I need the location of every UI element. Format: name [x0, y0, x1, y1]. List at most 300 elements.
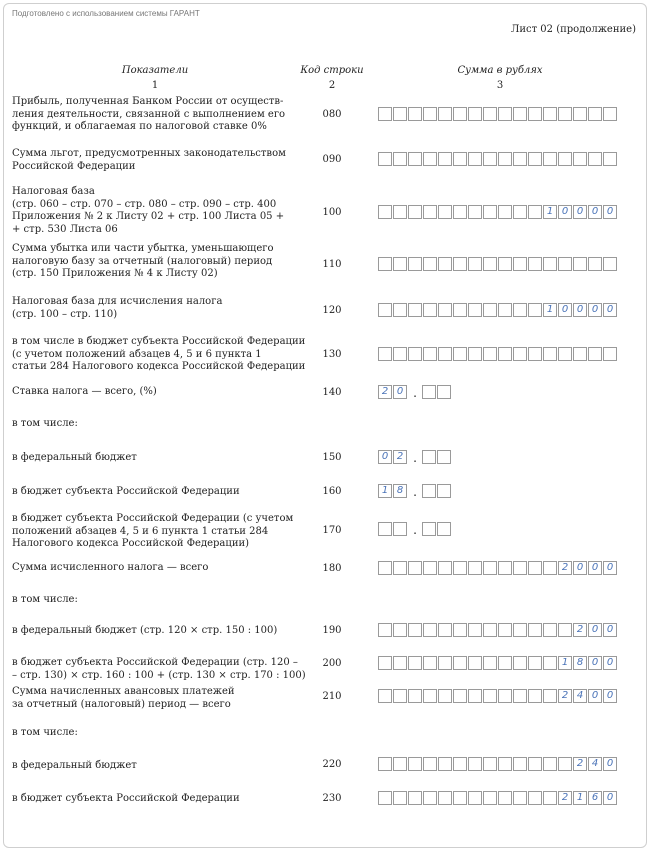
digit-cell[interactable]: [468, 205, 482, 219]
row-label: [12, 657, 307, 682]
amount-field[interactable]: [378, 656, 618, 670]
row-code: 210: [322, 691, 342, 702]
row-label: [12, 686, 307, 711]
digit-cell[interactable]: [468, 757, 482, 771]
digit-cell[interactable]: 2: [378, 385, 392, 399]
digit-cell[interactable]: [378, 107, 392, 121]
row-label-line: за отчетный (налоговый) период — всего: [12, 698, 231, 710]
digit-cell[interactable]: [498, 257, 512, 271]
row-code: 150: [322, 452, 342, 463]
digit-cell[interactable]: 0: [573, 205, 587, 219]
digit-cell[interactable]: [588, 152, 602, 166]
row-code: 080: [322, 109, 342, 120]
digit-cell[interactable]: [558, 623, 572, 637]
amount-field[interactable]: [378, 757, 618, 771]
digit-cell[interactable]: [408, 152, 422, 166]
row-label-line: Сумма льгот, предусмотренных законодательством: [12, 148, 286, 159]
digit-cell[interactable]: [528, 656, 542, 670]
digit-cell[interactable]: [498, 757, 512, 771]
digit-cell[interactable]: 1: [543, 303, 557, 317]
digit-cell[interactable]: [543, 561, 557, 575]
digit-cell[interactable]: [408, 347, 422, 361]
digit-cell[interactable]: [603, 347, 617, 361]
digit-cell[interactable]: [498, 205, 512, 219]
digit-cell[interactable]: [453, 561, 467, 575]
digit-cell[interactable]: [483, 347, 497, 361]
row-label-line: ления деятельности, связанной с выполнением его: [12, 108, 286, 120]
digit-cell[interactable]: [513, 689, 527, 703]
digit-cell[interactable]: [393, 656, 407, 670]
digit-cell[interactable]: [498, 689, 512, 703]
digit-cell[interactable]: 2: [393, 450, 407, 464]
digit-cell[interactable]: [543, 257, 557, 271]
column-number-1: 1: [151, 80, 159, 91]
digit-cell[interactable]: [423, 257, 437, 271]
amount-field[interactable]: [378, 152, 618, 166]
digit-cell[interactable]: [468, 152, 482, 166]
digit-cell[interactable]: [528, 107, 542, 121]
digit-cell[interactable]: [378, 623, 392, 637]
row-code: 120: [322, 305, 342, 316]
row-label-line: (с учетом положений абзацев 4, 5 и 6 пункта 1: [12, 348, 262, 360]
digit-cell[interactable]: [603, 257, 617, 271]
digit-cell[interactable]: [513, 623, 527, 637]
row-label-line: в том числе:: [12, 594, 78, 605]
digit-cell[interactable]: 1: [558, 656, 572, 670]
digit-cell[interactable]: [438, 107, 452, 121]
row-code: 140: [322, 387, 342, 398]
amount-field[interactable]: [378, 107, 618, 121]
digit-cell[interactable]: 0: [603, 623, 617, 637]
column-header-sum: Сумма в рублях: [457, 65, 543, 76]
digit-cell[interactable]: 2: [573, 623, 587, 637]
digit-cell[interactable]: [528, 205, 542, 219]
digit-cell[interactable]: 0: [603, 656, 617, 670]
digit-cell[interactable]: 6: [588, 791, 602, 805]
digit-cell[interactable]: [543, 107, 557, 121]
row-label-line: в федеральный бюджет (стр. 120 × стр. 150 : 100): [12, 625, 278, 636]
amount-field[interactable]: [378, 205, 618, 219]
digit-cell[interactable]: [422, 450, 436, 464]
row-label: [12, 186, 307, 236]
decimal-point: .: [413, 485, 417, 499]
digit-cell[interactable]: [543, 791, 557, 805]
row-label-line: в бюджет субъекта Российской Федерации: [12, 486, 240, 497]
digit-cell[interactable]: [513, 561, 527, 575]
digit-cell[interactable]: [378, 347, 392, 361]
digit-cell[interactable]: [468, 561, 482, 575]
row-label-line: (стр. 060 – стр. 070 – стр. 080 – стр. 090 – стр. 400: [12, 198, 277, 210]
amount-field[interactable]: [378, 561, 618, 575]
digit-cell[interactable]: [483, 257, 497, 271]
row-code: 170: [322, 525, 342, 536]
digit-cell[interactable]: [558, 347, 572, 361]
amount-field[interactable]: [378, 303, 618, 317]
digit-cell[interactable]: [573, 152, 587, 166]
digit-cell[interactable]: [437, 522, 451, 536]
row-label-line: (стр. 150 Приложения № 4 к Листу 02): [12, 268, 218, 280]
digit-cell[interactable]: [393, 689, 407, 703]
digit-cell[interactable]: [528, 791, 542, 805]
digit-cell[interactable]: [408, 623, 422, 637]
digit-cell[interactable]: [453, 205, 467, 219]
digit-cell[interactable]: [438, 205, 452, 219]
row-label-line: в бюджет субъекта Российской Федерации: [12, 793, 240, 804]
digit-cell[interactable]: [468, 107, 482, 121]
digit-cell[interactable]: [423, 561, 437, 575]
digit-cell[interactable]: [528, 303, 542, 317]
digit-cell[interactable]: [438, 152, 452, 166]
digit-cell[interactable]: [393, 303, 407, 317]
digit-cell[interactable]: [378, 689, 392, 703]
row-code: 130: [322, 349, 342, 360]
digit-cell[interactable]: [483, 623, 497, 637]
digit-cell[interactable]: [453, 791, 467, 805]
digit-cell[interactable]: [483, 561, 497, 575]
digit-cell[interactable]: [603, 152, 617, 166]
row-label: [12, 418, 307, 431]
row-label: [12, 336, 307, 374]
digit-cell[interactable]: 8: [393, 484, 407, 498]
column-number-3: 3: [496, 80, 504, 91]
digit-cell[interactable]: [498, 791, 512, 805]
row-code: 190: [322, 625, 342, 636]
digit-cell[interactable]: [378, 791, 392, 805]
digit-cell[interactable]: [468, 347, 482, 361]
digit-cell[interactable]: [408, 791, 422, 805]
digit-cell[interactable]: [437, 450, 451, 464]
digit-cell[interactable]: [573, 347, 587, 361]
digit-cell[interactable]: [393, 522, 407, 536]
row-label-line: в федеральный бюджет: [12, 760, 137, 771]
digit-cell[interactable]: [437, 484, 451, 498]
digit-cell[interactable]: 2: [558, 689, 572, 703]
row-label: [12, 625, 307, 638]
digit-cell[interactable]: [468, 303, 482, 317]
digit-cell[interactable]: [422, 522, 436, 536]
row-label-line: Налоговая база: [12, 186, 95, 197]
row-code: 180: [322, 563, 342, 574]
digit-cell[interactable]: [422, 484, 436, 498]
digit-cell[interactable]: [423, 623, 437, 637]
digit-cell[interactable]: [438, 689, 452, 703]
digit-cell[interactable]: [513, 791, 527, 805]
digit-cell[interactable]: 0: [558, 205, 572, 219]
garant-note: Подготовлено с использованием системы ГАРАНТ: [12, 9, 200, 18]
digit-cell[interactable]: [588, 347, 602, 361]
digit-cell[interactable]: [438, 347, 452, 361]
digit-cell[interactable]: 0: [603, 689, 617, 703]
row-label-line: Налоговая база для исчисления налога: [12, 296, 223, 307]
digit-cell[interactable]: [468, 791, 482, 805]
digit-cell[interactable]: [378, 656, 392, 670]
digit-cell[interactable]: 0: [603, 303, 617, 317]
digit-cell[interactable]: [378, 152, 392, 166]
digit-cell[interactable]: [513, 303, 527, 317]
digit-cell[interactable]: [483, 689, 497, 703]
digit-cell[interactable]: [378, 522, 392, 536]
digit-cell[interactable]: [453, 347, 467, 361]
digit-cell[interactable]: 0: [558, 303, 572, 317]
digit-cell[interactable]: [408, 303, 422, 317]
digit-cell[interactable]: 0: [588, 561, 602, 575]
rate-field[interactable]: [378, 450, 452, 464]
digit-cell[interactable]: [393, 757, 407, 771]
digit-cell[interactable]: [423, 347, 437, 361]
digit-cell[interactable]: [438, 623, 452, 637]
digit-cell[interactable]: [603, 107, 617, 121]
digit-cell[interactable]: 0: [603, 205, 617, 219]
digit-cell[interactable]: [378, 257, 392, 271]
digit-cell[interactable]: [468, 689, 482, 703]
digit-cell[interactable]: 0: [603, 757, 617, 771]
row-label-line: Приложения № 2 к Листу 02 + стр. 100 Листа 05 +: [12, 211, 285, 223]
row-label: [12, 452, 307, 465]
digit-cell[interactable]: [498, 303, 512, 317]
digit-cell[interactable]: [422, 385, 436, 399]
row-label: [12, 727, 307, 740]
digit-cell[interactable]: [423, 152, 437, 166]
digit-cell[interactable]: 0: [603, 791, 617, 805]
digit-cell[interactable]: 0: [588, 205, 602, 219]
digit-cell[interactable]: [408, 257, 422, 271]
digit-cell[interactable]: 2: [573, 757, 587, 771]
row-code: 200: [322, 658, 342, 669]
digit-cell[interactable]: [453, 303, 467, 317]
digit-cell[interactable]: [423, 757, 437, 771]
digit-cell[interactable]: [483, 107, 497, 121]
digit-cell[interactable]: [573, 107, 587, 121]
digit-cell[interactable]: [588, 257, 602, 271]
digit-cell[interactable]: [393, 257, 407, 271]
sheet-title: Лист 02 (продолжение): [510, 24, 636, 35]
digit-cell[interactable]: [513, 152, 527, 166]
digit-cell[interactable]: 1: [378, 484, 392, 498]
row-label-line: налоговую базу за отчетный (налоговый) период: [12, 255, 273, 267]
digit-cell[interactable]: 8: [573, 656, 587, 670]
digit-cell[interactable]: [438, 791, 452, 805]
digit-cell[interactable]: [528, 257, 542, 271]
decimal-point: .: [413, 523, 417, 537]
row-code: 110: [322, 259, 342, 270]
digit-cell[interactable]: [423, 656, 437, 670]
digit-cell[interactable]: [573, 257, 587, 271]
digit-cell[interactable]: [423, 791, 437, 805]
digit-cell[interactable]: [438, 656, 452, 670]
digit-cell[interactable]: [543, 757, 557, 771]
digit-cell[interactable]: 0: [573, 303, 587, 317]
digit-cell[interactable]: [393, 561, 407, 575]
digit-cell[interactable]: [423, 303, 437, 317]
digit-cell[interactable]: [498, 107, 512, 121]
row-label: [12, 562, 307, 575]
row-label-line: Ставка налога — всего, (%): [12, 386, 157, 397]
digit-cell[interactable]: 0: [588, 623, 602, 637]
digit-cell[interactable]: [378, 757, 392, 771]
digit-cell[interactable]: 0: [588, 303, 602, 317]
digit-cell[interactable]: 4: [588, 757, 602, 771]
row-label: [12, 513, 307, 551]
row-label: [12, 296, 307, 321]
digit-cell[interactable]: [393, 347, 407, 361]
digit-cell[interactable]: [408, 107, 422, 121]
digit-cell[interactable]: [558, 757, 572, 771]
digit-cell[interactable]: [453, 757, 467, 771]
digit-cell[interactable]: [423, 107, 437, 121]
decimal-point: .: [413, 451, 417, 465]
row-label: [12, 793, 307, 806]
digit-cell[interactable]: [498, 347, 512, 361]
digit-cell[interactable]: [513, 347, 527, 361]
digit-cell[interactable]: 1: [573, 791, 587, 805]
digit-cell[interactable]: [558, 107, 572, 121]
digit-cell[interactable]: [437, 385, 451, 399]
digit-cell[interactable]: [483, 152, 497, 166]
digit-cell[interactable]: [483, 656, 497, 670]
digit-cell[interactable]: [543, 689, 557, 703]
digit-cell[interactable]: [378, 303, 392, 317]
digit-cell[interactable]: [528, 757, 542, 771]
digit-cell[interactable]: 0: [588, 656, 602, 670]
digit-cell[interactable]: [558, 257, 572, 271]
row-code: 160: [322, 486, 342, 497]
digit-cell[interactable]: [558, 152, 572, 166]
rate-field[interactable]: [378, 522, 452, 536]
digit-cell[interactable]: 0: [588, 689, 602, 703]
digit-cell[interactable]: [453, 257, 467, 271]
row-label: [12, 594, 307, 607]
digit-cell[interactable]: [528, 623, 542, 637]
digit-cell[interactable]: [438, 561, 452, 575]
row-label-line: Российской Федерации: [12, 160, 136, 172]
rate-field[interactable]: [378, 484, 452, 498]
digit-cell[interactable]: [543, 656, 557, 670]
digit-cell[interactable]: [528, 152, 542, 166]
row-label-line: Сумма убытка или части убытка, уменьшающего: [12, 243, 274, 254]
row-label-line: Прибыль, полученная Банком России от осуществ-: [12, 96, 284, 107]
digit-cell[interactable]: [453, 623, 467, 637]
digit-cell[interactable]: 4: [573, 689, 587, 703]
digit-cell[interactable]: 2: [558, 791, 572, 805]
digit-cell[interactable]: 0: [393, 385, 407, 399]
digit-cell[interactable]: [468, 257, 482, 271]
row-code: 100: [322, 207, 342, 218]
row-code: 090: [322, 154, 342, 165]
digit-cell[interactable]: [393, 791, 407, 805]
rate-field[interactable]: [378, 385, 452, 399]
row-label-line: положений абзацев 4, 5 и 6 пункта 1 статьи 284: [12, 525, 269, 537]
digit-cell[interactable]: [483, 791, 497, 805]
row-label-line: – стр. 130) × стр. 160 : 100 + (стр. 130 × стр. 170 : 100): [12, 669, 306, 681]
column-number-2: 2: [328, 80, 336, 91]
digit-cell[interactable]: 0: [378, 450, 392, 464]
digit-cell[interactable]: [528, 347, 542, 361]
digit-cell[interactable]: [513, 757, 527, 771]
column-header-indicators: Показатели: [121, 65, 189, 76]
row-label: [12, 243, 307, 281]
digit-cell[interactable]: [423, 689, 437, 703]
digit-cell[interactable]: [588, 107, 602, 121]
digit-cell[interactable]: [408, 757, 422, 771]
row-label: [12, 386, 307, 399]
row-code: 230: [322, 793, 342, 804]
digit-cell[interactable]: [438, 757, 452, 771]
digit-cell[interactable]: [543, 152, 557, 166]
row-label-line: в том числе:: [12, 418, 78, 429]
digit-cell[interactable]: [393, 107, 407, 121]
digit-cell[interactable]: [528, 561, 542, 575]
row-label-line: Сумма исчисленного налога — всего: [12, 562, 209, 573]
digit-cell[interactable]: [423, 205, 437, 219]
digit-cell[interactable]: 1: [543, 205, 557, 219]
digit-cell[interactable]: [393, 623, 407, 637]
row-label-line: в федеральный бюджет: [12, 452, 137, 463]
digit-cell[interactable]: 0: [573, 561, 587, 575]
column-header-code: Код строки: [300, 65, 364, 76]
row-label-line: Сумма начисленных авансовых платежей: [12, 686, 235, 697]
digit-cell[interactable]: [528, 689, 542, 703]
row-label: [12, 148, 307, 173]
digit-cell[interactable]: [543, 623, 557, 637]
digit-cell[interactable]: [483, 757, 497, 771]
digit-cell[interactable]: [438, 303, 452, 317]
decimal-point: .: [413, 386, 417, 400]
digit-cell[interactable]: [468, 623, 482, 637]
amount-field[interactable]: [378, 689, 618, 703]
digit-cell[interactable]: [453, 689, 467, 703]
digit-cell[interactable]: [498, 561, 512, 575]
digit-cell[interactable]: [438, 257, 452, 271]
row-label-line: в бюджет субъекта Российской Федерации (стр. 120 –: [12, 657, 298, 668]
digit-cell[interactable]: [453, 656, 467, 670]
digit-cell[interactable]: [513, 205, 527, 219]
digit-cell[interactable]: [543, 347, 557, 361]
digit-cell[interactable]: [393, 152, 407, 166]
digit-cell[interactable]: [378, 561, 392, 575]
digit-cell[interactable]: [498, 152, 512, 166]
digit-cell[interactable]: [393, 205, 407, 219]
row-label: [12, 760, 307, 773]
amount-field[interactable]: [378, 347, 618, 361]
digit-cell[interactable]: [513, 656, 527, 670]
digit-cell[interactable]: [408, 656, 422, 670]
digit-cell[interactable]: [453, 152, 467, 166]
digit-cell[interactable]: [483, 205, 497, 219]
digit-cell[interactable]: [378, 205, 392, 219]
digit-cell[interactable]: [498, 623, 512, 637]
amount-field[interactable]: [378, 623, 618, 637]
row-label-line: статьи 284 Налогового кодекса Российской Федерации: [12, 361, 306, 373]
row-label-line: + стр. 530 Листа 06: [12, 223, 118, 235]
row-label: [12, 96, 307, 134]
digit-cell[interactable]: [498, 656, 512, 670]
digit-cell[interactable]: 2: [558, 561, 572, 575]
row-label-line: функций, и облагаемая по налоговой ставке 0%: [12, 121, 267, 133]
digit-cell[interactable]: [483, 303, 497, 317]
amount-field[interactable]: [378, 791, 618, 805]
digit-cell[interactable]: [408, 561, 422, 575]
amount-field[interactable]: [378, 257, 618, 271]
digit-cell[interactable]: [468, 656, 482, 670]
digit-cell[interactable]: [408, 205, 422, 219]
digit-cell[interactable]: [453, 107, 467, 121]
row-label-line: (стр. 100 – стр. 110): [12, 308, 118, 320]
digit-cell[interactable]: [513, 107, 527, 121]
row-label-line: в бюджет субъекта Российской Федерации (с учетом: [12, 513, 294, 524]
digit-cell[interactable]: [408, 689, 422, 703]
digit-cell[interactable]: 0: [603, 561, 617, 575]
digit-cell[interactable]: [513, 257, 527, 271]
